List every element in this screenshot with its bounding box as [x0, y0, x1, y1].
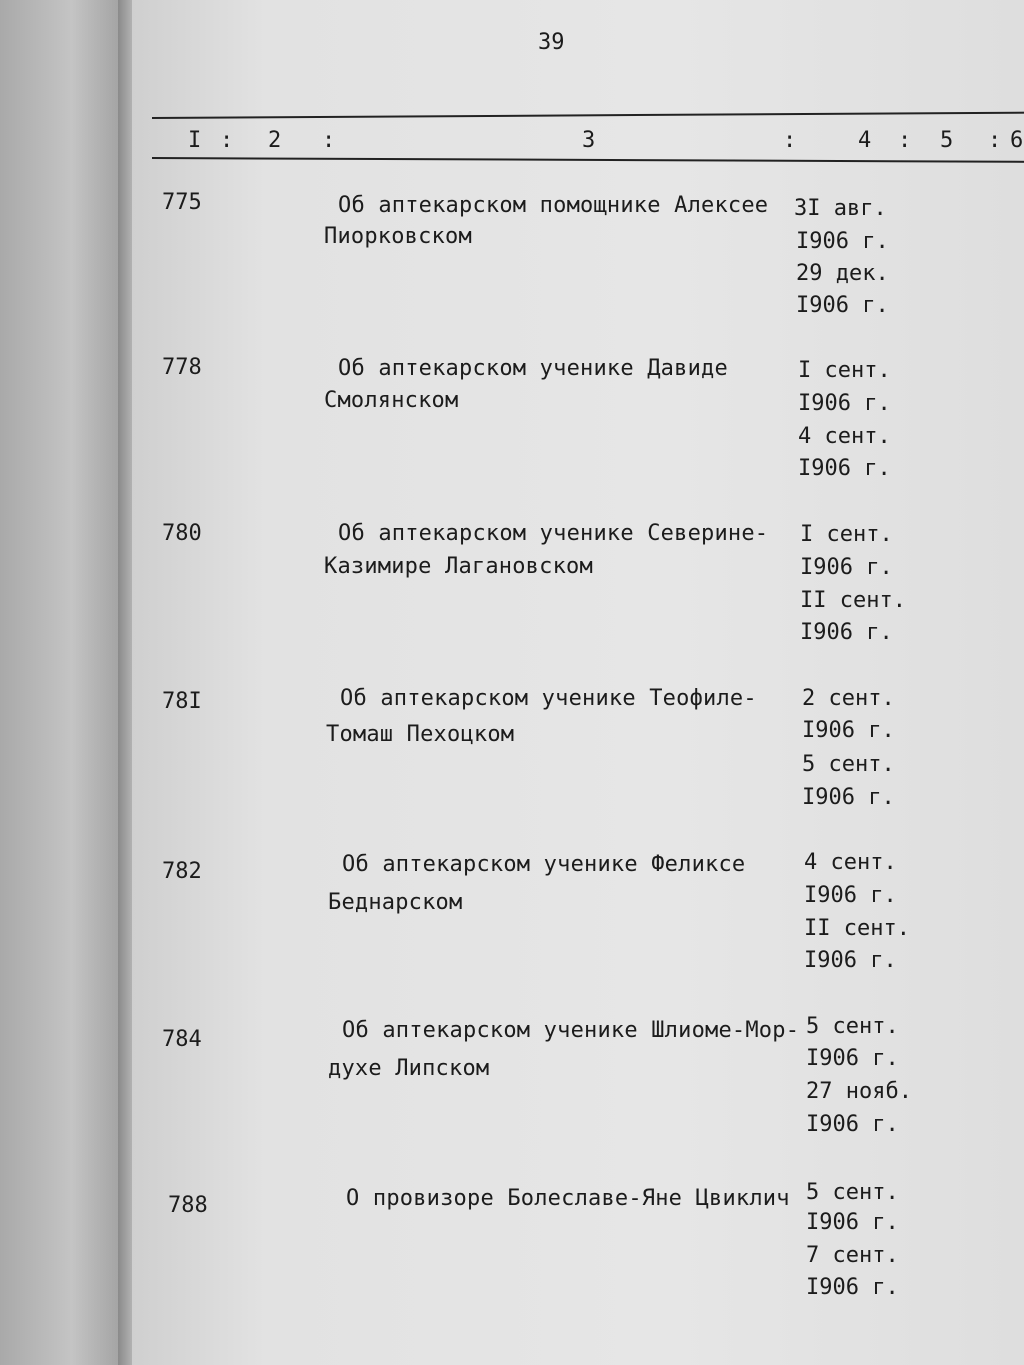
entry-title-line: Об аптекарском ученике Давиде	[338, 356, 728, 381]
entry-title-line: Казимире Лагановском	[324, 554, 593, 579]
entry-date-line: I906 г.	[802, 718, 895, 743]
entry-number: 784	[162, 1027, 202, 1052]
entry-date-line: 2 сент.	[802, 686, 895, 711]
entry-date-line: I906 г.	[806, 1275, 899, 1300]
header-col-2: 2	[268, 128, 282, 153]
entry-date-line: 5 сент.	[802, 752, 895, 777]
entry-date-line: 5 сент.	[806, 1180, 899, 1205]
entry-date-line: II сент.	[800, 588, 906, 613]
entry-date-line: 3I авг.	[794, 196, 887, 221]
entry-title-line: Томаш Пехоцком	[326, 722, 515, 747]
entry-date-line: II сент.	[804, 916, 910, 941]
entry-date-line: I906 г.	[806, 1046, 899, 1071]
entry-title-line: Об аптекарском ученике Феликсе	[342, 852, 746, 877]
facing-page-edge	[0, 0, 130, 1365]
header-separator: :	[898, 128, 912, 153]
entry-date-line: 5 сент.	[806, 1014, 899, 1039]
header-col-5: 5	[940, 128, 954, 153]
entry-number: 780	[162, 521, 202, 546]
page-number: 39	[538, 30, 565, 55]
entry-date-line: I сент.	[798, 358, 891, 383]
entry-date-line: I906 г.	[798, 391, 891, 416]
entry-title-line: Об аптекарском помощнике Алексее	[338, 193, 769, 218]
entry-date-line: I906 г.	[806, 1112, 899, 1137]
header-col-6: 6	[1010, 128, 1024, 153]
entry-title-line: Об аптекарском ученике Шлиоме-Мор-	[342, 1018, 800, 1043]
entry-date-line: I906 г.	[804, 948, 897, 973]
header-col-1: I	[188, 128, 202, 153]
header-separator: :	[220, 128, 234, 153]
entry-date-line: I сент.	[800, 522, 893, 547]
entry-number: 78I	[162, 689, 202, 714]
entry-date-line: I906 г.	[800, 555, 893, 580]
entry-date-line: 4 сент.	[798, 424, 891, 449]
header-separator: :	[783, 128, 797, 153]
header-col-4: 4	[858, 128, 872, 153]
entry-title-line: О провизоре Болеславе-Яне Цвиклич	[346, 1186, 790, 1211]
entry-title-line: духе Липском	[328, 1056, 490, 1081]
entry-title-line: Пиорковском	[324, 224, 472, 249]
header-col-3: 3	[582, 128, 596, 153]
entry-number: 788	[168, 1193, 208, 1218]
entry-date-line: I906 г.	[804, 883, 897, 908]
entry-date-line: I906 г.	[796, 229, 889, 254]
entry-date-line: I906 г.	[796, 293, 889, 318]
entry-date-line: 4 сент.	[804, 850, 897, 875]
entry-title-line: Об аптекарском ученике Северине-	[338, 521, 769, 546]
entry-title-line: Смолянском	[324, 388, 459, 413]
entry-date-line: I906 г.	[798, 456, 891, 481]
entry-date-line: I906 г.	[802, 785, 895, 810]
entry-number: 778	[162, 355, 202, 380]
header-separator: :	[322, 128, 336, 153]
entry-date-line: 7 сент.	[806, 1243, 899, 1268]
entry-date-line: I906 г.	[800, 620, 893, 645]
entry-title-line: Беднарском	[328, 890, 463, 915]
entry-date-line: 29 дек.	[796, 261, 889, 286]
entry-date-line: 27 нояб.	[806, 1079, 912, 1104]
entry-title-line: Об аптекарском ученике Теофиле-	[340, 686, 757, 711]
entry-date-line: I906 г.	[806, 1210, 899, 1235]
entry-number: 775	[162, 190, 202, 215]
header-separator: :	[988, 128, 1002, 153]
entry-number: 782	[162, 859, 202, 884]
